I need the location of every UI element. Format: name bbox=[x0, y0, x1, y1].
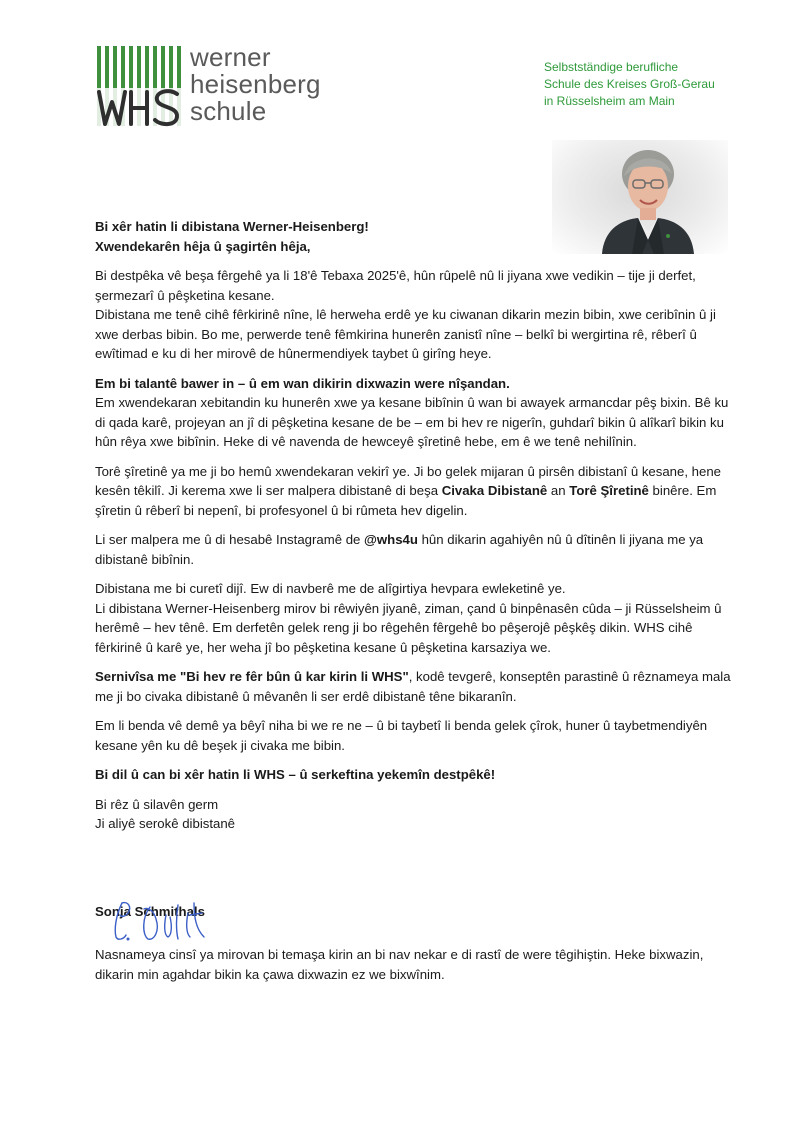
school-info bbox=[544, 59, 715, 110]
counseling-text-3: binêre. Em şîretin û rêberî bi nepenî, bi profesyonel û bi rûmeta hev digelin. bbox=[95, 483, 717, 518]
greeting-line-1: Bi xêr hatin li dibistana Werner-Heisenberg! bbox=[95, 219, 369, 234]
counseling-text-2: an bbox=[547, 483, 570, 498]
logo-wordmark bbox=[190, 44, 321, 125]
paragraph-diversity-2: Li dibistana Werner-Heisenberg mirov bi rêwiyên jiyanê, ziman, çand û binpênasên cûda – ji Rüsselsheim û herêmê – hev tênê. Em derfetên gelek reng ji bo rêgehên fêrgehê bo pêşerojê pêşkêş dikin. WHS cihê fêrkirinê û karê ye, her weha jî bo pêşketina kesane û pêşketina karsaziya we. bbox=[95, 600, 722, 655]
instagram-text-2: hûn dikarin agahiyên nû û dîtinên li jiyana me ya dibistanê bibînin. bbox=[95, 532, 704, 567]
school-info-line-3: in Rüsselsheim am Main bbox=[544, 94, 675, 108]
logo-word-2: heisenberg bbox=[190, 69, 321, 99]
logo-word-3: schule bbox=[190, 96, 267, 126]
civaka-dibistane-label: Civaka Dibistanê bbox=[441, 483, 548, 498]
heading-talent: Em bi talantê bawer in – û em wan dikirin dixwazin were nîşandan. bbox=[95, 375, 510, 391]
whs-logo-mark bbox=[95, 44, 181, 128]
paragraph-intro: Bi destpêka vê beşa fêrgehê ya li 18'ê Tebaxa 2025'ê, hûn rûpelê nû li jiyana xwe vedikin – tije ji derfet, şermezarî û pêşketina kesane. bbox=[95, 268, 696, 303]
instagram-handle: @whs4u bbox=[364, 532, 418, 547]
handwritten-signature bbox=[108, 895, 218, 945]
instagram-text-1: Li ser malpera me û di hesabê Instagramê de bbox=[95, 532, 365, 547]
logo-word-1: werner bbox=[190, 42, 271, 72]
paragraph-motto bbox=[95, 667, 735, 706]
tore-siretine-label: Torê Şîretinê bbox=[569, 483, 649, 498]
paragraph-diversity-1: Dibistana me bi curetî dijî. Ew di navberê me de alîgirtiya hevpara ewleketinê ye. bbox=[95, 581, 566, 596]
school-info-line-2: Schule des Kreises Groß-Gerau bbox=[544, 77, 715, 91]
motto-text: , kodê tevgerê, konseptên parastinê û rêznameya mala me ji bo civaka dibistanê û mêvanên li ser erdê dibistanê têne bikaranîn. bbox=[95, 669, 731, 704]
paragraph-school-mission: Dibistana me tenê cihê fêrkirinê nîne, lê herweha erdê ye ku ciwanan dikarin mezin bibin, xwe ceribînin û ji xwe derbas bibin. Bo me, perwerde tenê fêmkirina hunerên zanistî nîne – belkî bi wergirtina rê, rêberî û ewîtimad e ku di her mirovê de hûnermendiyek taybet û girîng heye. bbox=[95, 307, 716, 361]
letter-body bbox=[95, 217, 735, 994]
paragraph-counseling bbox=[95, 462, 735, 521]
signer-name: Sonja Schmithals bbox=[95, 903, 205, 919]
footnote-gender: Nasnameya cinsî ya mirovan bi temaşa kirin an bi nav nekar e di rastî de were têgihiştin. Heke bixwazin, dikarin min agahdar bikin ka çawa dixwazin ez we bixwînim. bbox=[95, 947, 704, 982]
regards-line-2: Ji aliyê serokê dibistanê bbox=[95, 816, 236, 831]
paragraph-instagram bbox=[95, 530, 735, 569]
regards-line-1: Bi rêz û silavên germ bbox=[95, 796, 219, 812]
greeting-line-2: Xwendekarên hêja û şagirtên hêja, bbox=[95, 238, 311, 254]
signature-space bbox=[95, 834, 735, 902]
motto-title: Sernivîsa me "Bi hev re fêr bûn û kar kirin li WHS" bbox=[95, 669, 409, 684]
school-logo bbox=[95, 44, 335, 130]
closing-line: Bi dil û can bi xêr hatin li WHS – û serkeftina yekemîn destpêkê! bbox=[95, 767, 496, 782]
school-info-line-1: Selbstständige berufliche bbox=[544, 60, 679, 74]
paragraph-outlook: Em li benda vê demê ya bêyî niha bi we re ne – û bi taybetî li benda gelek çîrok, huner û taybetmendiyên kesane yên ku dê beşek ji civaka me bibin. bbox=[95, 718, 708, 753]
paragraph-talent: Em xwendekaran xebitandin ku hunerên xwe ya kesane bibînin û wan bi awayek armancdar pêş bixin. Bê ku di qada karê, projeyan an jî di pêşketina kesane de be – em bi hev re nigerîn, guhdarî bikin û alîkarî bikin ku hûn rêya xwe bibînin. Heke di vê navenda de hewceyê şîretinê hebe, em ê we tenê nehilînin. bbox=[95, 395, 729, 449]
counseling-text-1: Torê şîretinê ya me ji bo hemû xwendekaran vekirî ye. Ji bo gelek mijaran û pirsên dibistanî û kesane, hene kesên têkilî. Ji kerema xwe li ser malpera dibistanê di beşa bbox=[95, 463, 722, 498]
